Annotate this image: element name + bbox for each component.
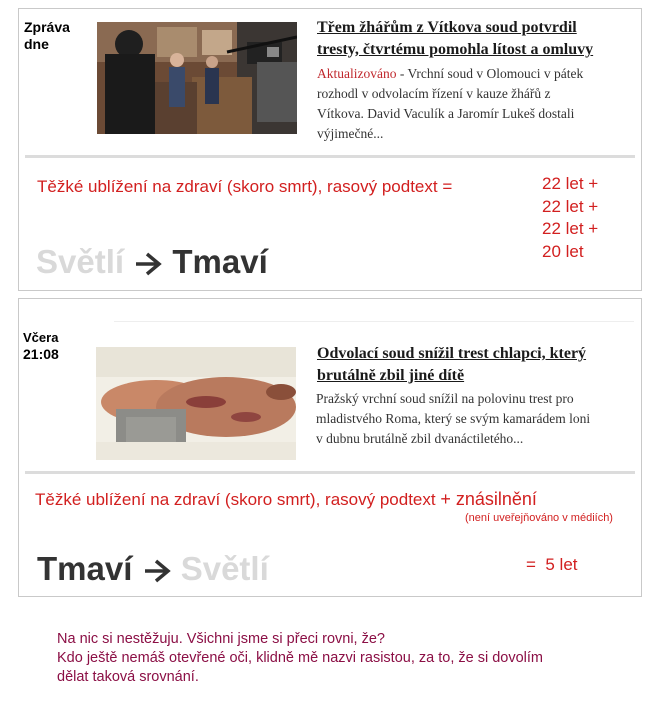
headline-line-1[interactable]: Třem žhářům z Vítkova soud potvrdil [317, 19, 577, 36]
arrow-right-icon [142, 558, 172, 584]
crime-extra: + znásilnění [440, 489, 537, 509]
date-line-2: 21:08 [23, 346, 59, 362]
sentence-item: 22 let + [542, 196, 599, 216]
date-line-2: dne [24, 36, 49, 52]
word-light: Světlí [180, 550, 269, 587]
article-headline-1[interactable] [317, 17, 593, 61]
footer-line-3: dělat taková srovnání. [57, 669, 199, 685]
comparison-row-2 [37, 550, 269, 588]
injury-photo [96, 347, 296, 460]
perex-line-1: Pražský vrchní soud snížil na polovinu trest pro [316, 391, 574, 406]
sentence-item: 22 let + [542, 219, 599, 238]
article-thumbnail-1[interactable] [97, 22, 297, 134]
sentence-2: = 5 let [526, 555, 578, 574]
top-divider [114, 321, 634, 322]
headline-line-2[interactable]: tresty, čtvrtému pomohla lítost a omluvy [317, 41, 594, 58]
article-thumbnail-2[interactable] [96, 347, 296, 460]
perex-line-2: mladistvého Roma, který se svým kamarádem loni [316, 411, 591, 426]
article-headline-2[interactable] [317, 343, 586, 387]
crime-text: Těžké ublížení na zdraví (skoro smrt), rasový podtext [35, 490, 436, 509]
footer-line-1: Na nic si nestěžuju. Všichni jsme si přeci rovni, že? [57, 631, 385, 647]
separator-2 [25, 471, 635, 474]
comparison-row-1 [36, 243, 268, 281]
perex-line-2: rozhodl v odvolacím řízení v kauze žhářů z [317, 86, 551, 101]
perex-line-1: - Vrchní soud v Olomouci v pátek [396, 66, 584, 81]
perex-line-3: v dubnu brutálně zbil dvanáctiletého... [316, 431, 524, 446]
courtroom-photo [97, 22, 297, 134]
article-card-1 [18, 8, 642, 291]
article-date-1 [24, 19, 70, 53]
footer-message [57, 630, 543, 687]
arrow-right-icon [133, 251, 163, 277]
perex-line-4: výjimečné... [317, 126, 384, 141]
article-date-2 [23, 330, 59, 363]
headline-line-1[interactable]: Odvolací soud snížil trest chlapci, který [317, 345, 587, 362]
crime-description-1: Těžké ublížení na zdraví (skoro smrt), rasový podtext = [37, 177, 453, 196]
sentence-item: 22 let + [542, 174, 599, 193]
separator-1 [25, 155, 635, 158]
sentence-item: 20 let [542, 241, 584, 261]
footer-line-2: Kdo ještě nemáš otevřené oči, klidně mě nazvi rasistou, za to, že si dovolím [57, 650, 543, 666]
article-card-2 [18, 298, 642, 597]
perex-line-3: Vítkova. David Vaculík a Jaromír Lukeš dostali [317, 106, 575, 121]
media-note: (není uveřejňováno v médiích) [465, 512, 613, 524]
article-perex-1 [317, 64, 583, 144]
crime-description-2 [35, 489, 537, 510]
updated-label: Aktualizováno [317, 66, 397, 81]
word-light: Světlí [36, 243, 125, 280]
word-dark: Tmaví [172, 243, 268, 280]
article-perex-2 [316, 389, 590, 449]
date-line-1: Včera [23, 330, 59, 345]
word-dark: Tmaví [37, 550, 133, 587]
date-line-1: Zpráva [24, 19, 70, 35]
headline-line-2[interactable]: brutálně zbil jiné dítě [317, 367, 465, 384]
sentence-list-1 [542, 173, 598, 263]
